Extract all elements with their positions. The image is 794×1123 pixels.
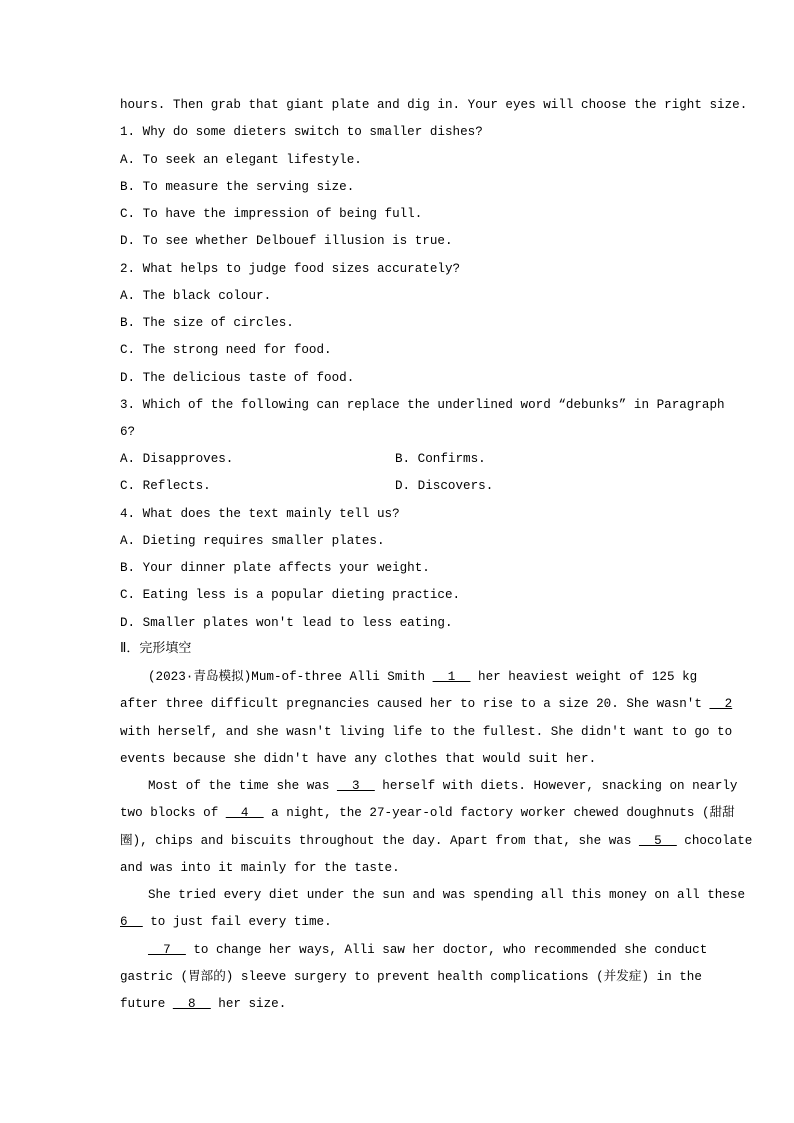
- cloze-text: 圈), chips and biscuits throughout the day. Apart from that, she was: [120, 834, 639, 848]
- question-3-continued: 6?: [120, 425, 136, 439]
- q2-option-c: C. The strong need for food.: [120, 343, 332, 357]
- question-2: 2. What helps to judge food sizes accurately?: [120, 262, 461, 276]
- cloze-line-4: events because she didn't have any clothes that would suit her.: [120, 752, 597, 766]
- cloze-line-2: [120, 696, 733, 712]
- cloze-text: future: [120, 997, 173, 1011]
- blank-2: __2: [709, 697, 733, 711]
- cloze-line-13: [120, 996, 676, 1012]
- q2-option-a: A. The black colour.: [120, 289, 272, 303]
- blank-1: __1__: [432, 670, 471, 684]
- cloze-text: her size.: [210, 997, 287, 1011]
- q1-option-a: A. To seek an elegant lifestyle.: [120, 153, 362, 167]
- cloze-text: (2023·青岛模拟)Mum-of-three Alli Smith: [148, 670, 433, 684]
- q3-option-d: D. Discovers.: [395, 479, 494, 493]
- q1-option-c: C. To have the impression of being full.: [120, 207, 423, 221]
- q1-option-d: D. To see whether Delbouef illusion is true.: [120, 234, 453, 248]
- cloze-text: to just fail every time.: [142, 915, 332, 929]
- q1-option-b: B. To measure the serving size.: [120, 180, 355, 194]
- q2-option-d: D. The delicious taste of food.: [120, 371, 355, 385]
- cloze-text: a night, the 27-year-old factory worker chewed doughnuts (甜甜: [263, 806, 735, 820]
- cloze-line-7: [120, 833, 753, 849]
- question-3-text: 3. Which of the following can replace the underlined word “debunks” in Paragraph: [120, 398, 725, 412]
- q4-option-d: D. Smaller plates won't lead to less eating.: [120, 616, 453, 630]
- question-4: 4. What does the text mainly tell us?: [120, 507, 400, 521]
- passage-end-line: hours. Then grab that giant plate and dig in. Your eyes will choose the right size.: [120, 98, 748, 112]
- q4-option-a: A. Dieting requires smaller plates.: [120, 534, 385, 548]
- cloze-text: after three difficult pregnancies caused her to rise to a size 20. She wasn't: [120, 697, 710, 711]
- cloze-line-9: She tried every diet under the sun and was spending all this money on all these: [148, 888, 746, 902]
- q3-options-row-1: [120, 451, 676, 467]
- cloze-line-8: and was into it mainly for the taste.: [120, 861, 400, 875]
- cloze-line-10: [120, 914, 676, 930]
- q3-option-c: C. Reflects.: [120, 479, 211, 493]
- q4-option-b: B. Your dinner plate affects your weight.: [120, 561, 430, 575]
- q3-option-b: B. Confirms.: [395, 452, 486, 466]
- cloze-line-1: [148, 669, 698, 685]
- section-heading: Ⅱ．完形填空: [120, 641, 192, 656]
- cloze-line-6: [120, 805, 735, 821]
- blank-4: __4__: [225, 806, 264, 820]
- cloze-line-5: [148, 778, 738, 794]
- question-3: [120, 397, 725, 413]
- cloze-text: two blocks of: [120, 806, 226, 820]
- q4-option-c: C. Eating less is a popular dieting practice.: [120, 588, 461, 602]
- q3-options-row-2: [120, 478, 676, 494]
- cloze-text: to change her ways, Alli saw her doctor, who recommended she conduct: [185, 943, 708, 957]
- blank-6: 6__: [120, 915, 143, 929]
- blank-3: __3__: [336, 779, 375, 793]
- cloze-text: chocolate: [676, 834, 753, 848]
- q2-option-b: B. The size of circles.: [120, 316, 294, 330]
- cloze-line-12: gastric (胃部的) sleeve surgery to prevent health complications (并发症) in the: [120, 970, 702, 984]
- blank-5: __5__: [638, 834, 677, 848]
- cloze-text: herself with diets. However, snacking on nearly: [374, 779, 738, 793]
- blank-8: __8__: [172, 997, 211, 1011]
- cloze-text: Most of the time she was: [148, 779, 337, 793]
- cloze-line-11: [148, 942, 708, 958]
- cloze-text: her heaviest weight of 125 kg: [470, 670, 698, 684]
- blank-7: __7__: [148, 943, 186, 957]
- q3-option-a: A. Disapproves.: [120, 452, 234, 466]
- question-1: 1. Why do some dieters switch to smaller dishes?: [120, 125, 483, 139]
- cloze-line-3: with herself, and she wasn't living life to the fullest. She didn't want to go to: [120, 725, 733, 739]
